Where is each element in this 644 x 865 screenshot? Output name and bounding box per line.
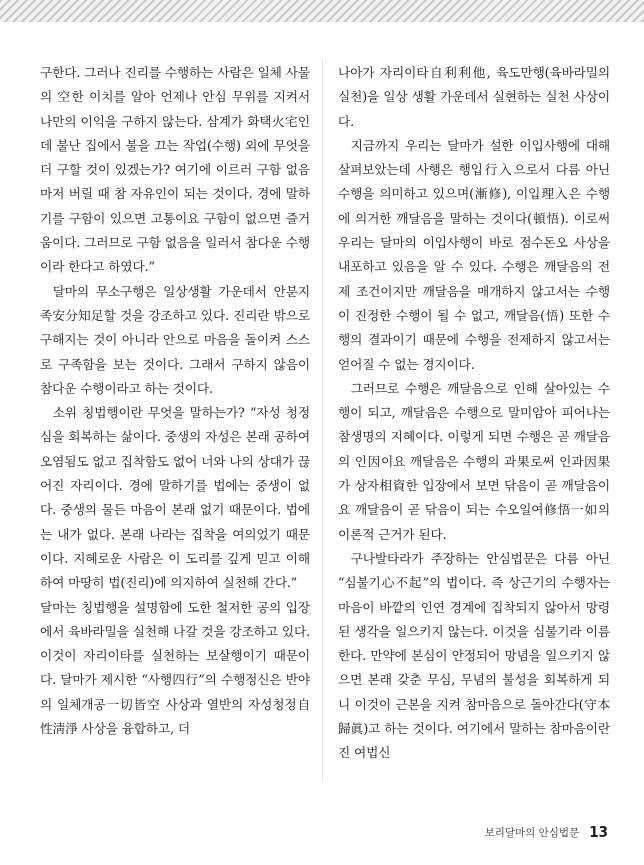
left-text-column <box>40 61 310 741</box>
paragraph: 달마의 무소구행은 일상생활 가운데서 안분지족安分知足할 것을 강조하고 있다. 진리란 밖으로 구해지는 것이 아니라 안으로 마음을 돌이켜 스스로 구족함을 보는 것이다. 그래서 구하지 않음이 참다운 수행이라고 하는 것이다. <box>40 283 310 396</box>
paragraph: 구나발타라가 주장하는 안심법문은 다름 아닌 “심불기心不起”의 법이다. 즉 상근기의 수행자는 마음이 바깥의 인연 경계에 집착되지 않아서 망령된 생각을 일으키지 않는다. 이것을 심불기라 이름 한다. 만약에 본심이 안정되어 망념을 일으키지 않으면 본래 갖춘 무심, 무념의 불성을 회복하게 되니 이것이 근본을 지켜 참마음으로 돌아간다(守本歸眞)고 하는 것이다. 여기에서 말하는 참마음이란 진 여법신 <box>338 550 610 761</box>
paragraph: 그러므로 수행은 깨달음으로 인해 살아있는 수행이 되고, 깨달음은 수행으로 말미암아 피어나는 참생명의 지혜이다. 이렇게 되면 수행은 곧 깨달음의 인因이요 깨달음은 수행의 과果로써 인과因果가 상자相資한 입장에서 보면 닦음이 곧 깨달음이요 깨달음이 곧 닦음이 되는 수오일여修悟一如의 이론적 근거가 된다. <box>338 380 610 542</box>
paragraph: 달마는 칭법행을 설명함에 도한 철저한 공의 입장에서 육바라밀을 실천해 나갈 것을 강조하고 있다. 이것이 자리이타를 실천하는 보살행이기 때문이다. 달마가 제시한 “사행四行”의 수행정신은 반야의 일체개공一切皆空 사상과 열반의 자성청정自性淸淨 사상을 융합하고, 더 <box>40 599 310 737</box>
paragraph: 소위 칭법행이란 무엇을 말하는가? “자성 청정심을 회복하는 삶이다. 중생의 자성은 본래 공하여 오염됨도 없고 집착함도 없어 너와 나의 상대가 끊어진 자리이다. 경에 말하기를 법에는 중생이 없다. 중생의 물든 마음이 본래 없기 때문이다. 법에는 내가 없다. 본래 나라는 집착을 여의었기 때문이다. 지혜로운 사람은 이 도리를 깊게 믿고 이해하여 마땅히 법(진리)에 의지하여 실천해 간다.” <box>40 405 310 591</box>
running-footer-title: 보리달마의 안심법문 <box>484 826 580 839</box>
paragraph: 나아가 자리이타自利利他, 육도만행(육바라밀의 실천)을 일상 생활 가운데서 실현하는 실천 사상이다. <box>338 65 610 129</box>
column-divider <box>322 60 323 782</box>
decorative-header-band <box>0 0 644 22</box>
paragraph: 구한다. 그러나 진리를 수행하는 사람은 일체 사물의 空한 이치를 알아 언제나 안심 무위를 지켜서 나만의 이익을 구하지 않는다. 삼계가 화택火宅인데 불난 집에서 불을 끄는 작업(수행) 외에 무엇을 더 구할 것이 있겠는가? 여기에 이르러 구함 없음마저 버릴 때 참 자유인이 되는 것이다. 경에 말하기를 구함이 있으면 고통이요 구함이 없으면 즐거움이다. 그러므로 구함 없음을 일러서 참다운 수행이라 한다고 하였다.” <box>40 65 310 275</box>
right-text-column <box>338 61 610 766</box>
page-footer <box>485 823 608 841</box>
page-number: 13 <box>589 823 608 841</box>
paragraph: 지금까지 우리는 달마가 설한 이입사행에 대해 살펴보았는데 사행은 행입行入으로서 다름 아닌 수행을 의미하고 있으며(漸修), 이입理入은 수행에 의거한 깨달음을 말하는 것이다(頓悟). 이로써 우리는 달마의 이입사행이 바로 점수돈오 사상을 내포하고 있음을 알 수 있다. 수행은 깨달음의 전제 조건이지만 깨달음을 매개하지 않고서는 수행이 진정한 수행이 될 수 없고, 깨달음(悟) 또한 수행의 결과이기 때문에 수행을 전제하지 않고서는 얻어질 수 없는 경지이다. <box>338 137 610 372</box>
